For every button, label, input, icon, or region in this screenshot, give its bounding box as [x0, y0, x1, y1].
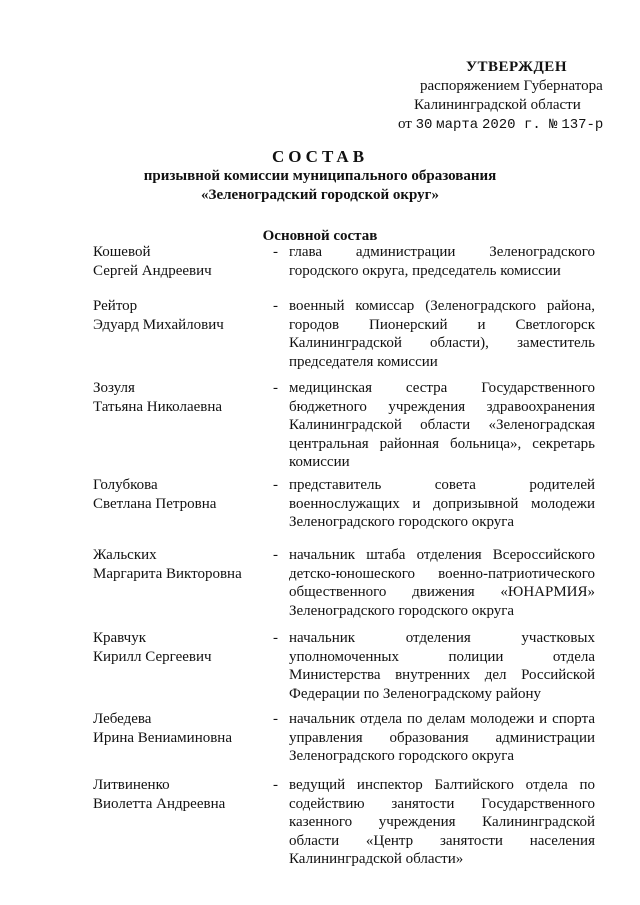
document-subtitle-line-2: «Зеленоградский городской округ» — [201, 187, 439, 203]
member-role: ведущий инспектор Балтийского отдела по содействию занятости Государственного казенного учреждения Калининградской области «Центр занятости населения Калининградской области» — [289, 777, 595, 867]
member-dash: - — [273, 380, 278, 396]
member-given-names: Маргарита Викторовна — [93, 565, 242, 582]
member-dash: - — [273, 477, 278, 493]
member-dash: - — [273, 777, 278, 793]
member-row — [93, 776, 603, 869]
member-surname: Лебедева — [93, 711, 152, 727]
member-surname: Литвиненко — [93, 777, 170, 793]
approval-line-2: Калининградской области — [414, 97, 581, 113]
member-given-names: Кирилл Сергеевич — [93, 648, 212, 665]
member-surname: Голубкова — [93, 477, 158, 493]
member-dash: - — [273, 630, 278, 646]
section-title: Основной состав — [262, 228, 378, 244]
member-name — [93, 476, 273, 546]
member-given-names: Эдуард Михайлович — [93, 316, 224, 333]
member-surname: Кравчук — [93, 630, 147, 646]
approval-title: УТВЕРЖДЕН — [466, 59, 567, 75]
member-given-names: Сергей Андреевич — [93, 262, 212, 279]
member-name — [93, 379, 273, 476]
member-given-names: Татьяна Николаевна — [93, 398, 223, 415]
member-given-names: Светлана Петровна — [93, 495, 217, 512]
member-role: начальник отделения участковых уполномоченных полиции отдела Министерства внутренних дел Российской Федерации по Зеленоградскому району — [289, 630, 595, 702]
member-row — [93, 546, 603, 629]
member-name — [93, 629, 273, 710]
member-role: начальник штаба отделения Всероссийского детско-юношеского военно-патриотического общественного движения «ЮНАРМИЯ» Зеленоградского городского округа — [289, 547, 595, 619]
member-given-names: Виолетта Андреевна — [93, 795, 226, 812]
member-name — [93, 776, 273, 869]
member-dash: - — [273, 298, 278, 314]
date-prefix: от — [398, 116, 412, 132]
member-surname: Кошевой — [93, 244, 151, 260]
member-row — [93, 629, 603, 710]
member-role: медицинская сестра Государственного бюджетного учреждения здравоохранения Калининградской области «Зеленоградская центральная районная больница», секретарь комиссии — [289, 380, 595, 470]
document-subtitle-line-1: призывной комиссии муниципального образования — [143, 168, 497, 184]
approval-stamp — [388, 58, 618, 135]
member-role: представитель совета родителей военнослужащих и допризывной молодежи Зеленоградского городского округа — [289, 477, 595, 530]
member-surname: Жальских — [93, 547, 157, 563]
member-name — [93, 710, 273, 776]
date-year: 2020 г. № — [481, 117, 558, 133]
approval-line-1: распоряжением Губернатора — [420, 78, 603, 94]
member-dash: - — [273, 547, 278, 563]
approval-date-line — [388, 115, 618, 135]
member-dash: - — [273, 711, 278, 727]
member-row — [93, 379, 603, 476]
member-name — [93, 546, 273, 629]
member-dash: - — [273, 244, 278, 260]
document-title: СОСТАВ — [271, 147, 369, 166]
date-day: 30 — [415, 117, 433, 133]
member-role: глава администрации Зеленоградского городского округа, председатель комиссии — [289, 244, 595, 279]
member-surname: Рейтор — [93, 298, 138, 314]
member-row — [93, 297, 603, 379]
member-row — [93, 476, 603, 546]
member-role: начальник отдела по делам молодежи и спорта управления образования администрации Зеленоградского городского округа — [289, 711, 595, 764]
member-row — [93, 710, 603, 776]
member-list — [93, 243, 603, 869]
document-heading — [0, 147, 640, 246]
date-month: марта — [436, 117, 479, 133]
member-row — [93, 243, 603, 297]
member-name — [93, 243, 273, 297]
member-name — [93, 297, 273, 379]
member-given-names: Ирина Вениаминовна — [93, 729, 232, 746]
decree-number: 137-р — [561, 117, 604, 133]
member-role: военный комиссар (Зеленоградского района, городов Пионерский и Светлогорск Калининградской области), заместитель председателя комиссии — [289, 298, 595, 370]
member-surname: Зозуля — [93, 380, 135, 396]
